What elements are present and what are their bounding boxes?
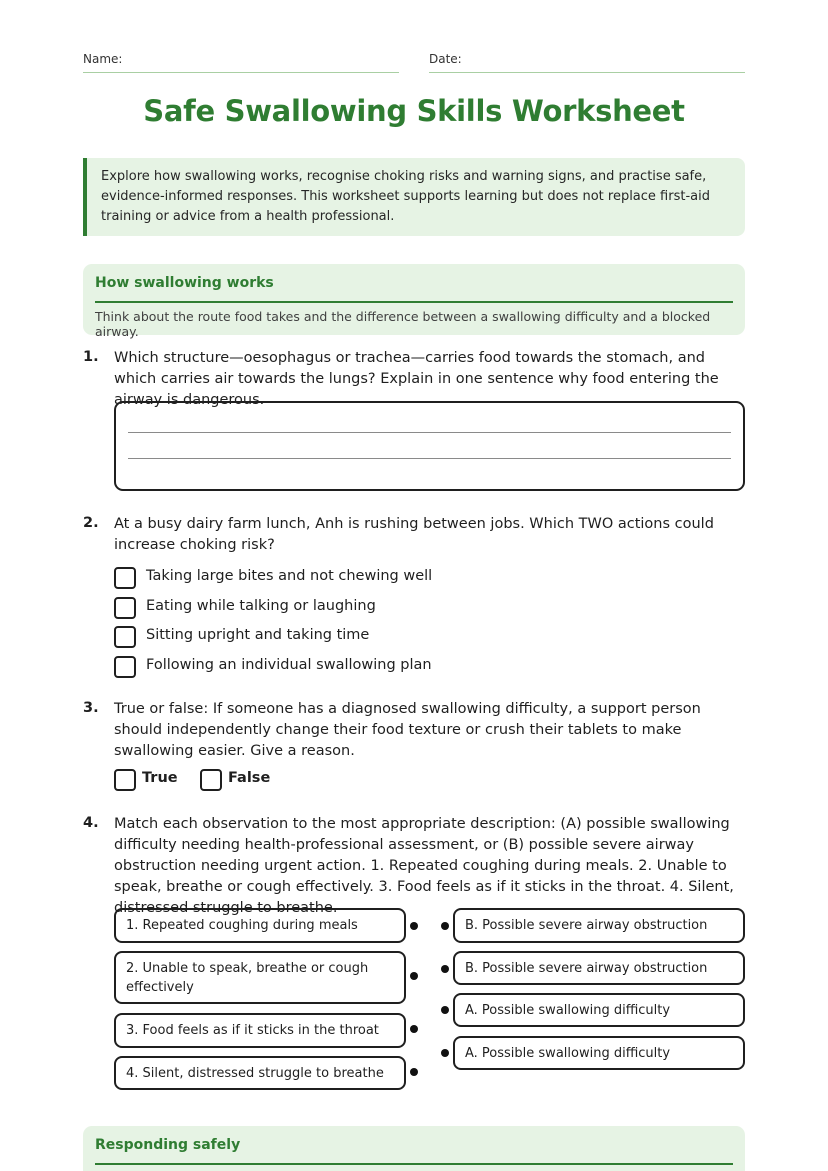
answer-line — [128, 432, 731, 433]
section-subtitle: Think about the route food takes and the difference between a swallowing difficulty and a blocked airway. — [95, 309, 711, 339]
section-title: How swallowing works — [95, 275, 733, 303]
answer-line — [128, 458, 731, 459]
match-dot[interactable] — [441, 1006, 449, 1014]
match-left-item[interactable]: 1. Repeated coughing during meals — [114, 908, 406, 943]
checkbox[interactable] — [114, 769, 136, 791]
question-2-number: 2. — [83, 515, 99, 531]
question-1-answer-box[interactable] — [114, 401, 745, 491]
intro-callout: Explore how swallowing works, recognise choking risks and warning signs, and practise safe, evidence-informed responses. This worksheet supports learning but does not replace first-aid training or advice from a health professional. — [83, 158, 745, 236]
date-label: Date: — [429, 52, 462, 66]
section-title: Responding safely — [95, 1137, 733, 1165]
match-right-item[interactable]: B. Possible severe airway obstruction — [453, 951, 745, 985]
question-4-text: Match each observation to the most appropriate description: (A) possible swallowing difficulty needing health-professional assessment, or (B) possible severe airway obstruction needing urgent action. 1. Repeated coughing during meals. 2. Unable to speak, breathe or cough effectively. 3. Food feels as if it sticks in the throat. 4. Silent, distressed struggle to breathe. — [114, 816, 734, 916]
option-label: Eating while talking or laughing — [146, 598, 376, 614]
question-1-number: 1. — [83, 349, 99, 365]
option-label: Taking large bites and not chewing well — [146, 568, 433, 584]
match-right-item[interactable]: A. Possible swallowing difficulty — [453, 1036, 745, 1070]
checkbox[interactable] — [200, 769, 222, 791]
option-label: True — [142, 770, 178, 786]
option-label: False — [228, 770, 271, 786]
match-dot[interactable] — [410, 972, 418, 980]
worksheet-title: Safe Swallowing Skills Worksheet — [143, 94, 685, 128]
option-label: Sitting upright and taking time — [146, 627, 370, 643]
match-right-item[interactable]: B. Possible severe airway obstruction — [453, 908, 745, 943]
match-right-item[interactable]: A. Possible swallowing difficulty — [453, 993, 745, 1027]
match-dot[interactable] — [410, 922, 418, 930]
question-4-number: 4. — [83, 815, 99, 831]
match-dot[interactable] — [410, 1025, 418, 1033]
match-dot[interactable] — [410, 1068, 418, 1076]
section-how-swallowing-works — [83, 264, 745, 339]
checkbox[interactable] — [114, 597, 136, 619]
match-dot[interactable] — [441, 1049, 449, 1057]
match-left-item[interactable]: 2. Unable to speak, breathe or cough effectively — [114, 951, 406, 1004]
question-2-text: At a busy dairy farm lunch, Anh is rushing between jobs. Which TWO actions could increase choking risk? — [114, 516, 714, 553]
header-fields — [83, 52, 745, 74]
match-left-item[interactable]: 3. Food feels as if it sticks in the throat — [114, 1013, 406, 1048]
option-label: Following an individual swallowing plan — [146, 657, 432, 673]
question-3-text: True or false: If someone has a diagnosed swallowing difficulty, a support person should independently change their food texture or crush their tablets to make swallowing easier. Give a reason. — [114, 701, 701, 759]
section-responding-safely — [83, 1126, 745, 1171]
date-field[interactable] — [429, 52, 745, 73]
name-field[interactable] — [83, 52, 399, 73]
checkbox[interactable] — [114, 656, 136, 678]
checkbox[interactable] — [114, 567, 136, 589]
match-left-item[interactable]: 4. Silent, distressed struggle to breathe — [114, 1056, 406, 1090]
name-label: Name: — [83, 52, 123, 66]
match-dot[interactable] — [441, 965, 449, 973]
question-3-number: 3. — [83, 700, 99, 716]
question-1-text: Which structure—oesophagus or trachea—carries food towards the stomach, and which carries air towards the lungs? Explain in one sentence why food entering the airway is dangerous. — [114, 350, 719, 408]
match-dot[interactable] — [441, 922, 449, 930]
checkbox[interactable] — [114, 626, 136, 648]
